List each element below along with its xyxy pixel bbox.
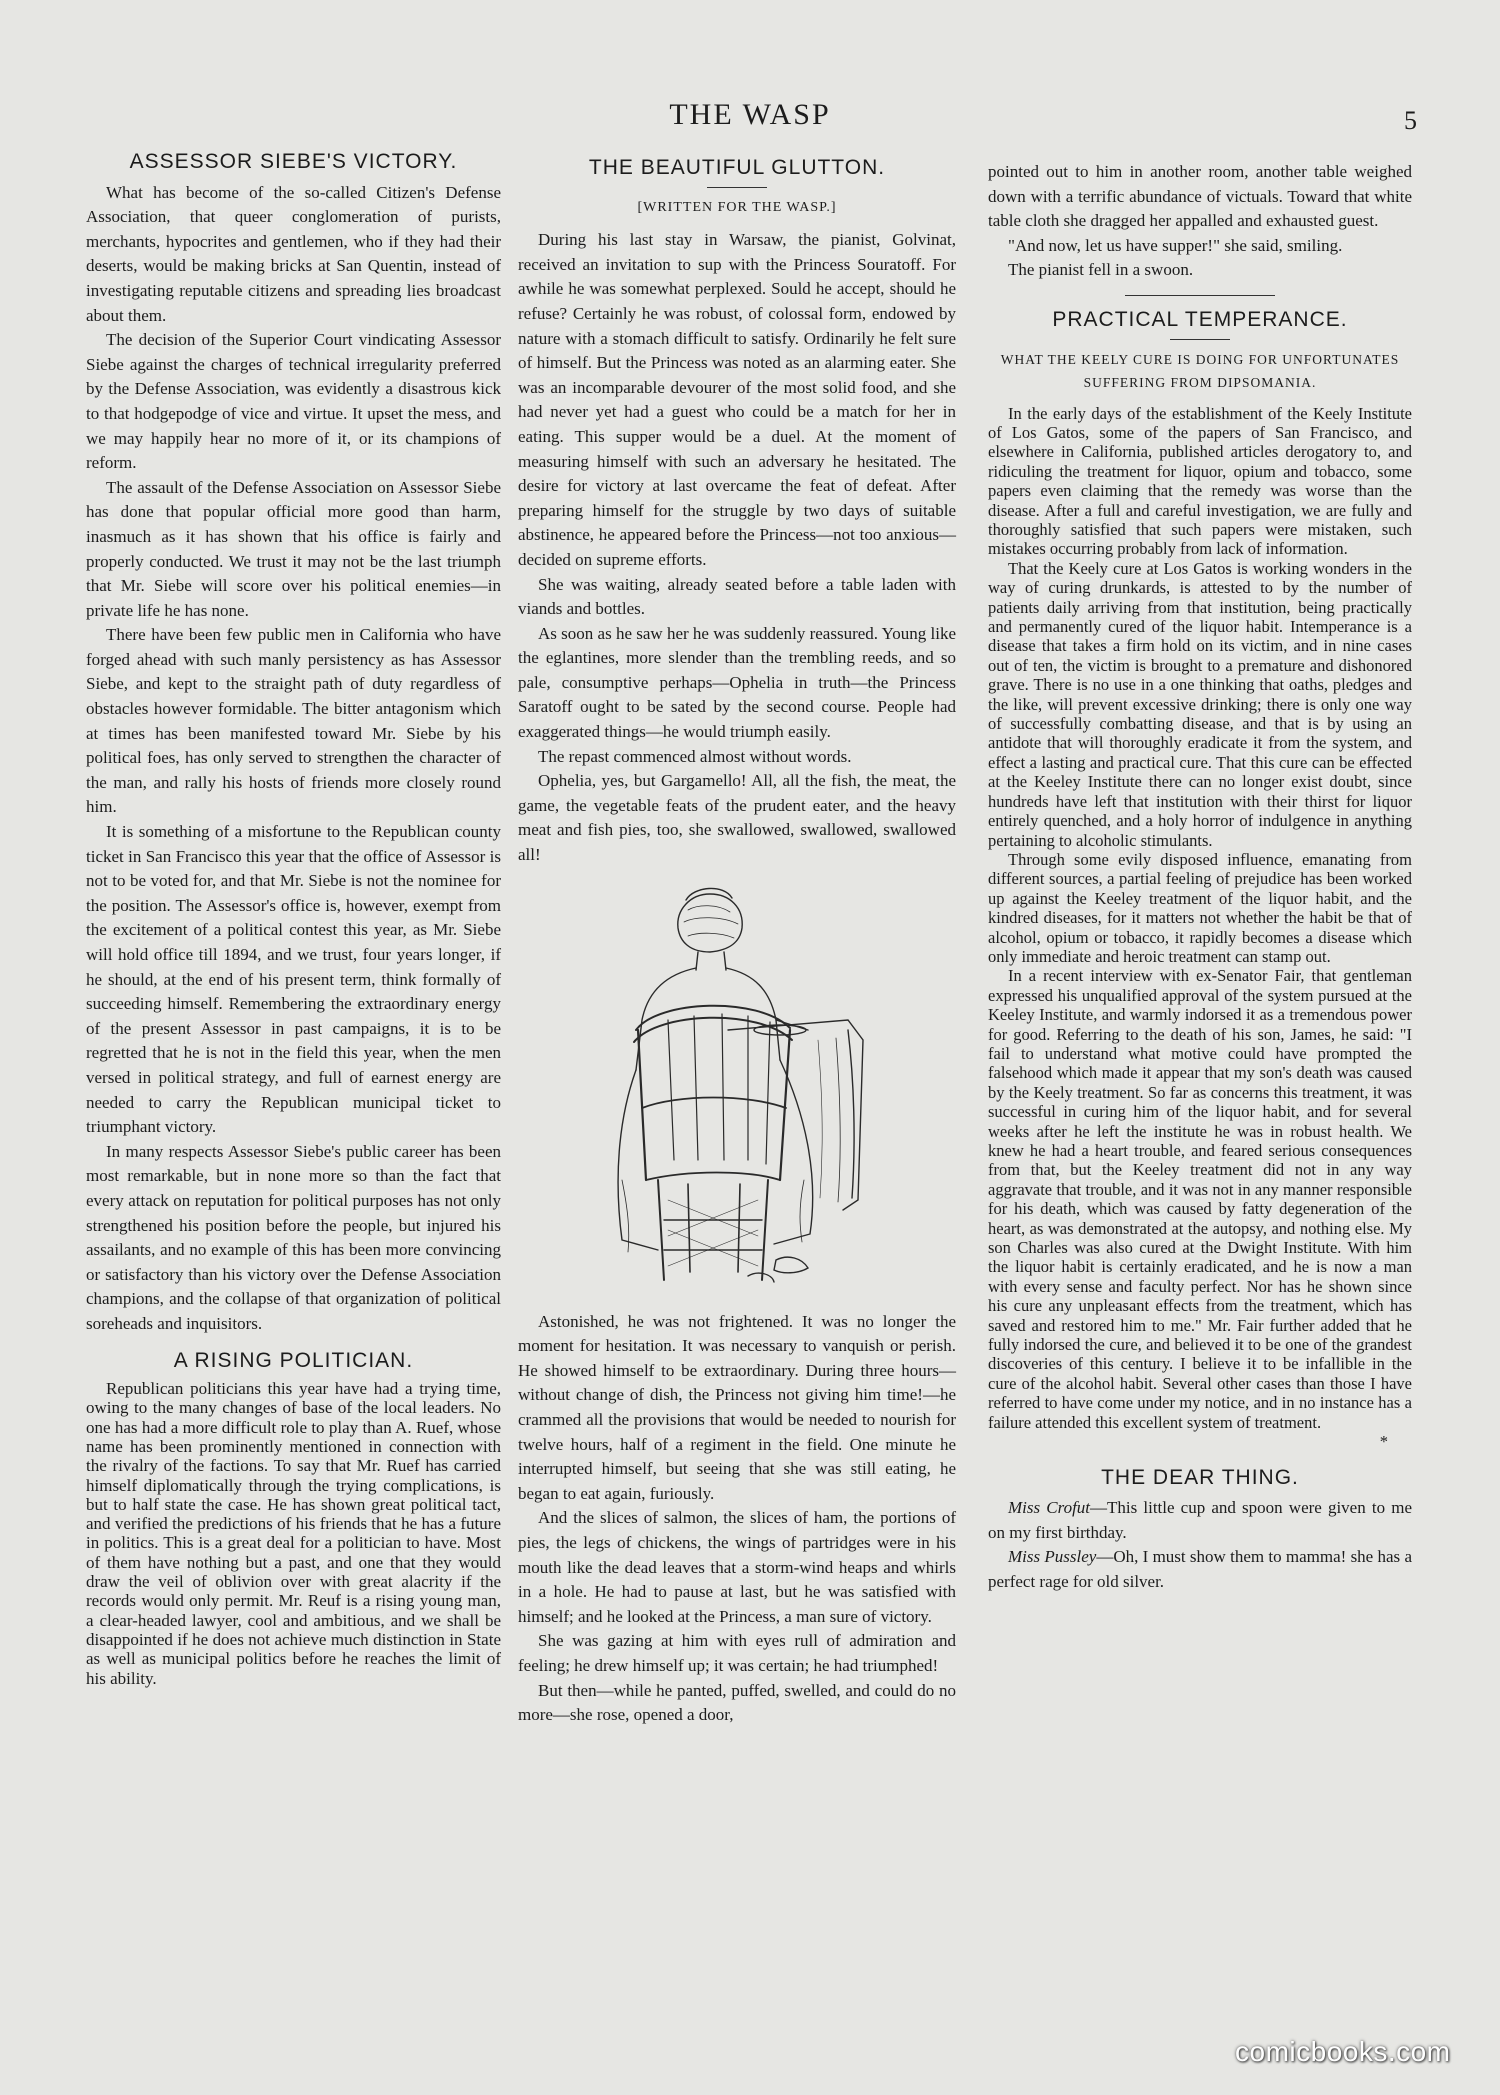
article-dear-thing <box>988 1466 1412 1595</box>
paragraph: The decision of the Superior Court vindicating Assessor Siebe against the charges of technical irregularity preferred by the Defense Association, was evidently a disastrous kick to that hodgepodge of vice and virtue. It upset the mess, and we may happily hear no more of it, or its champions of reform. <box>86 330 501 473</box>
paragraph: The pianist fell in a swoon. <box>1008 260 1194 280</box>
paragraph: But then—while he panted, puffed, swelled, and could do no more—she rose, opened a door, <box>518 1680 956 1725</box>
article-title: THE BEAUTIFUL GLUTTON. <box>588 156 886 179</box>
article-title: PRACTICAL TEMPERANCE. <box>1052 307 1348 331</box>
byline: [WRITTEN FOR THE WASP.] <box>637 199 837 215</box>
article-glutton-continued <box>988 160 1412 283</box>
section-rule <box>1125 295 1275 296</box>
dialogue-line <box>988 1496 1412 1545</box>
paragraph: What has become of the so-called Citizen's Defense Association, that queer conglomeration of purists, merchants, hypocrites and gentlemen, who if they had their deserts, would be making bricks at San Quentin, instead of investigating reputable citizens and spreading lies broadcast about them. <box>86 182 501 325</box>
dialogue-line <box>988 1545 1412 1594</box>
column-center <box>518 156 956 1728</box>
signature-mark: * <box>1379 1432 1388 1452</box>
dialogue-text: —Oh, I must show them to mamma! she has a perfect rage for old silver. <box>988 1547 1412 1591</box>
article-title: ASSESSOR SIEBE'S VICTORY. <box>129 150 458 173</box>
paragraph: It is something of a misfortune to the Republican county ticket in San Francisco this year that the office of Assessor is not to be voted for, and that Mr. Siebe is not the nominee for the position. The Assessor's office is, however, exempt from the excitement of a political contest this year, as Mr. Siebe will hold office till 1894, and we trust, four years longer, if he should, at the end of his present term, think formally of succeeding himself. Remembering the extraordinary energy of the present Assessor in past campaigns, it is to be regretted that he is not in the field this year, when the men versed in political strategy, and full of earnest energy are needed to carry the Republican municipal ticket to triumphant victory. <box>86 822 501 1137</box>
paragraph: Astonished, he was not frightened. It was no longer the moment for hesitation. It was necessary to vanquish or perish. He showed himself to be extraordinary. During three hours—without change of dish, the Princess not giving him time!—he crammed all the provisions that would be needed to nourish for twelve hours, half of a regiment in the field. One minute he interrupted himself, but seeing that she was still eating, he began to eat again, furiously. <box>518 1311 956 1503</box>
paragraph: There have been few public men in California who have forged ahead with such manly persistency as has Assessor Siebe, and kept to the straight path of duty regardless of obstacles however formidable. The bitter antagonism which at times has been manifested toward Mr. Siebe by his political foes, has only served to strengthen the character of the man, and rally his hosts of friends more closely round him. <box>86 625 501 817</box>
paragraph: In a recent interview with ex-Senator Fair, that gentleman expressed his unqualified approval of the system pursued at the Keeley Institute, and warmly indorsed it as a tremendous power for good. Referring to the death of his son, James, he said: "I fail to understand what motive could have prompted the falsehood which made it appear that my son's death was caused by the Keely treatment. So far as concerns this treatment, it was successful in curing him of the liquor habit, and for several weeks after he left the institute he was in robust health. We knew he had a heart trouble, and feared serious consequences from that, but the Keeley treatment did not in any way aggravate that trouble, and it was not in any manner responsible for his death, which was caused by fatty degeneration of the heart, as was demonstrated at the autopsy, and nothing else. My son Charles was also cured at the Dwight Institute. With him the liquor habit is certainly eradicated, and he is now a man with every sense and faculty perfect. Nor has he shown since his cure any unpleasant effects from the treatment, which has saved and restored him to me." Mr. Fair further added that he fully indorsed the cure, and believed it to be one of the grandest discoveries of this century. I believe it to be infallible in the cure of the alcohol habit. Several other cases than those I have referred to have come under my notice, and in no instance has a failure attended this excellent system of treatment. <box>988 966 1412 1432</box>
speaker-name: Miss Crofut <box>1008 1498 1091 1518</box>
dialogue-text: —This little cup and spoon were given to me on my first birthday. <box>988 1498 1412 1542</box>
paragraph: Republican politicians this year have had a trying time, owing to the many changes of base of the local leaders. No one has had a more difficult role to play than A. Ruef, whose name has been prominently mentioned in connection with the rivalry of the factions. To say that Mr. Ruef has carried himself diplomatically through the trying complications, is but to half state the case. He has shown great political tact, and verified the predictions of his friends that he has a future in politics. This is a great deal for a politician to have. Most of them have nothing but a past, and one that they would draw the veil of oblivion over with great alacrity if the records would only permit. Mr. Reuf is a rising young man, a clear-headed lawyer, cool and ambitious, and we shall be disappointed if he does not achieve much distinction in State as well as municipal politics before he reaches the limit of his ability. <box>86 1379 501 1688</box>
paragraph: The assault of the Defense Association on Assessor Siebe has done that popular official more good than harm, inasmuch as it has shown that his office is fairly and properly conducted. We trust it may not be the last triumph that Mr. Siebe will score over his political enemies—in private life he has none. <box>86 477 501 620</box>
title-rule <box>707 187 767 188</box>
article-beautiful-glutton <box>518 156 956 1728</box>
masthead-title: THE WASP <box>669 98 831 131</box>
page-number: 5 <box>1404 106 1417 135</box>
watermark: comicbooks.com <box>1235 2036 1451 2067</box>
article-siebe <box>86 150 501 1337</box>
article-title: THE DEAR THING. <box>1101 1465 1299 1489</box>
paragraph: In many respects Assessor Siebe's public career has been most remarkable, but in none more so than the fact that every attack on reputation for political purposes has not only strengthened his position before the people, but injured his assailants, and no example of this has been more convincing or satisfactory than his victory over the Defense Association champions, and the collapse of that organization of political soreheads and inquisitors. <box>86 1141 501 1333</box>
paragraph: She was gazing at him with eyes rull of admiration and feeling; he drew himself up; it was certain; he had triumphed! <box>518 1631 956 1675</box>
paragraph: Through some evily disposed influence, emanating from different sources, a partial feeling of prejudice has been worked up against the Keeley treatment of the liquor habit, and the kindred diseases, for it matters not whether the habit be that of alcohol, opium or tobacco, it rapidly becomes a disease which only immediate and heroic treatment can stamp out. <box>988 849 1412 966</box>
article-subtitle: WHAT THE KEELY CURE IS DOING FOR UNFORTUNATES SUFFERING FROM DIPSOMANIA. <box>1000 351 1400 390</box>
title-rule <box>1170 339 1230 340</box>
illustration-woman-at-table <box>518 880 956 1300</box>
speaker-name: Miss Pussley <box>1008 1547 1097 1567</box>
paragraph: pointed out to him in another room, another table weighed down with a terrific abundance of victuals. Toward that white table cloth she dragged her appalled and exhausted guest. <box>988 162 1412 231</box>
paragraph: As soon as he saw her he was suddenly reassured. Young like the eglantines, more slender than the trembling reeds, and so pale, consumptive perhaps—Ophelia in truth—the Princess Saratoff ought to be sated by the second course. People had exaggerated things—he would triumph easily. <box>518 623 956 742</box>
paragraph: And the slices of salmon, the slices of ham, the portions of pies, the legs of chickens, the wings of partridges were in his mouth like the dead leaves that a storm-wind heaps and whirls in a hole. He had to pause at last, but he was satisfied with himself; and he looked at the Princess, a man sure of victory. <box>518 1508 956 1626</box>
paragraph: That the Keely cure at Los Gatos is working wonders in the way of curing drunkards, is attested to by the number of patients daily arriving from that institution, being practically and permanently cured of the liquor habit. Intemperance is a disease that takes a firm hold on its victim, and in nine cases out of ten, the victim is brought to a premature and dishonored grave. There is no use in a one thinking that oaths, pledges and the like, will prevent excessive drinking; there is only one way of successfully combatting disease, and that is by using an antidote that will thoroughly eradicate it from the system, and effect a lasting and practical cure. That this cure can be effected at the Keeley Institute there can no longer exist doubt, since hundreds have left that institution with their thirst for liquor entirely quenched, and a holy horror of indulgence in anything pertaining to alcoholic stimulants. <box>988 558 1412 850</box>
woman-on-chair-drawing <box>518 880 956 1300</box>
paragraph: During his last stay in Warsaw, the pianist, Golvinat, received an invitation to sup with the Princess Souratoff. For awhile he was somewhat perplexed. Sould he accept, should he refuse? Certainly he was robust, of colossal form, endowed by nature with a stomach difficult to satisfy. Ordinarily he felt sure of himself. But the Princess was noted as an alarming eater. She was an incomparable devourer of the most solid food, and she had never yet had a guest who could be a match for her in eating. This supper would be a duel. At the moment of measuring himself with such an adversary he hesitated. The desire for victory at last overcame the feat of defeat. After preparing himself for the struggle by two days of suitable abstinence, he appeared before the Princess—not too anxious—decided on supreme efforts. <box>518 230 956 569</box>
paragraph: She was waiting, already seated before a table laden with viands and bottles. <box>518 574 956 619</box>
article-rising-politician <box>86 1349 501 1688</box>
paragraph: Ophelia, yes, but Gargamello! All, all the fish, the meat, the game, the vegetable feats of the prudent eater, and the heavy meat and fish pies, too, she swallowed, swallowed, swallowed all! <box>518 771 956 865</box>
paragraph: In the early days of the establishment of the Keely Institute of Los Gatos, some of the papers of San Francisco, and elsewhere in California, published articles derogatory to, and ridiculing the treatment for liquor, opium and tobacco, some papers even claiming that the remedy was worse than the disease. After a full and careful investigation, we are fully and thoroughly satisfied that such papers were mistaken, such mistakes occurring probably from lack of information. <box>988 403 1412 559</box>
column-right <box>988 160 1412 1594</box>
paragraph: "And now, let us have supper!" she said, smiling. <box>1008 235 1343 255</box>
column-left <box>86 150 501 1688</box>
article-title: A RISING POLITICIAN. <box>173 1348 414 1372</box>
paragraph: The repast commenced almost without words. <box>538 746 852 766</box>
article-practical-temperance <box>988 308 1412 1452</box>
